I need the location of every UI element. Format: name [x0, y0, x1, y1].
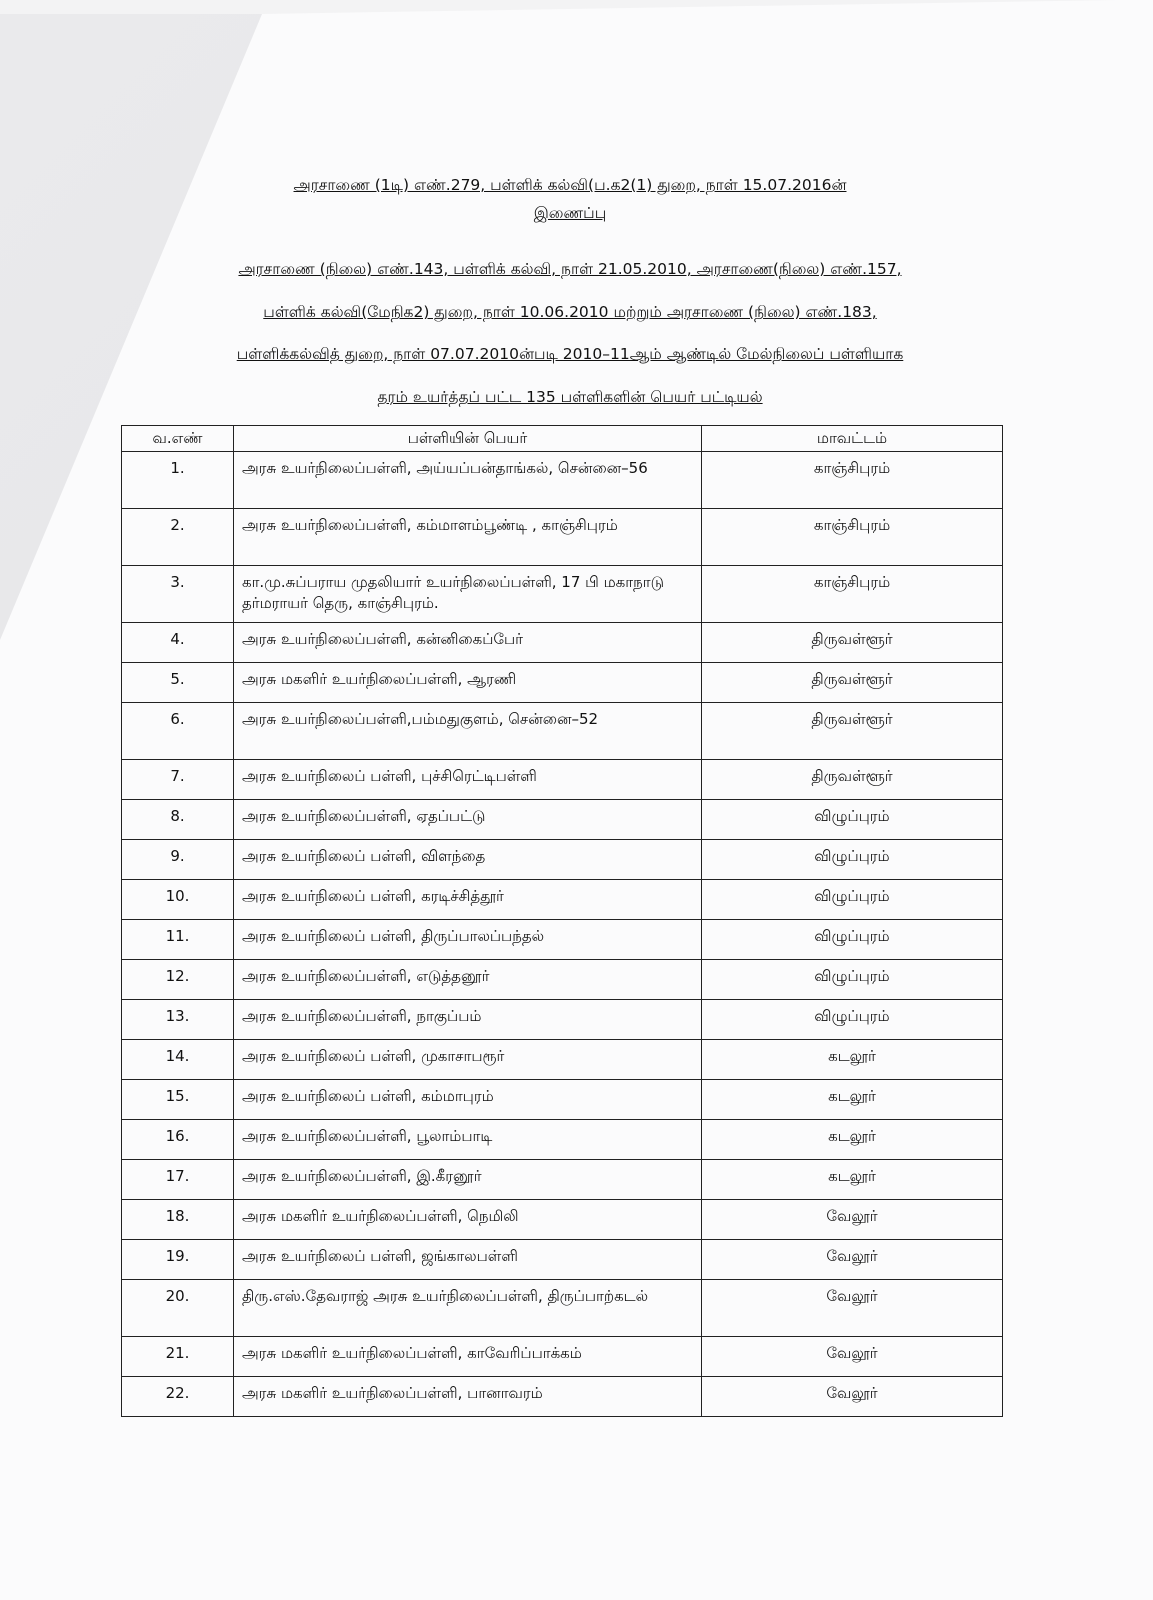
table-row: [122, 452, 1003, 509]
school-name: அரசு உயர்நிலைப் பள்ளி, விளந்தை: [234, 840, 702, 880]
school-name: அரசு உயர்நிலைப் பள்ளி, ஜங்காலபள்ளி: [234, 1240, 702, 1280]
table-row: [122, 880, 1003, 920]
serial-number: 15.: [122, 1080, 234, 1120]
district-name: வேலூர்: [702, 1200, 1003, 1240]
district-name: விழுப்புரம்: [702, 880, 1003, 920]
serial-number: 19.: [122, 1240, 234, 1280]
serial-number: 5.: [122, 663, 234, 703]
school-name: அரசு மகளிர் உயர்நிலைப்பள்ளி, ஆரணி: [234, 663, 702, 703]
table-row: [122, 1200, 1003, 1240]
school-name: அரசு மகளிர் உயர்நிலைப்பள்ளி, பானாவரம்: [234, 1377, 702, 1417]
reference-line-2: பள்ளிக் கல்வி(மேநிக2) துறை, நாள் 10.06.2010 மற்றும் அரசாணை (நிலை) எண்.183,: [263, 303, 877, 321]
district-name: திருவள்ளூர்: [702, 703, 1003, 760]
table-row: [122, 1000, 1003, 1040]
school-name: அரசு உயர்நிலைப்பள்ளி, பூலாம்பாடி: [234, 1120, 702, 1160]
school-name: அரசு உயர்நிலைப் பள்ளி, திருப்பாலப்பந்தல்: [234, 920, 702, 960]
school-name: அரசு உயர்நிலைப்பள்ளி, ஏதப்பட்டு: [234, 800, 702, 840]
serial-number: 13.: [122, 1000, 234, 1040]
table-row: [122, 1120, 1003, 1160]
district-name: வேலூர்: [702, 1280, 1003, 1337]
table-row: [122, 703, 1003, 760]
annexure-title: இணைப்பு: [533, 204, 607, 222]
school-name: அரசு உயர்நிலைப் பள்ளி, முகாசாபரூர்: [234, 1040, 702, 1080]
serial-number: 4.: [122, 623, 234, 663]
district-name: வேலூர்: [702, 1377, 1003, 1417]
serial-number: 6.: [122, 703, 234, 760]
school-name: அரசு உயர்நிலைப் பள்ளி, புச்சிரெட்டிபள்ளி: [234, 760, 702, 800]
district-name: விழுப்புரம்: [702, 800, 1003, 840]
serial-number: 17.: [122, 1160, 234, 1200]
table-row: [122, 663, 1003, 703]
school-name: அரசு உயர்நிலைப்பள்ளி, அய்யப்பன்தாங்கல், சென்னை–56: [234, 452, 702, 509]
table-row: [122, 1240, 1003, 1280]
reference-line-1: அரசாணை (நிலை) எண்.143, பள்ளிக் கல்வி, நாள் 21.05.2010, அரசாணை(நிலை) எண்.157,: [238, 260, 902, 278]
table-row: [122, 566, 1003, 623]
table-row: [122, 760, 1003, 800]
column-header-school: பள்ளியின் பெயர்: [234, 426, 702, 452]
schools-table: [121, 425, 1003, 1417]
serial-number: 1.: [122, 452, 234, 509]
school-name: அரசு உயர்நிலைப்பள்ளி,பம்மதுகுளம், சென்னை–52: [234, 703, 702, 760]
district-name: விழுப்புரம்: [702, 1000, 1003, 1040]
school-name: கா.மு.சுப்பராய முதலியார் உயர்நிலைப்பள்ளி, 17 பி மகாநாடு தர்மராயர் தெரு, காஞ்சிபுரம்.: [234, 566, 702, 623]
table-row: [122, 840, 1003, 880]
column-header-serial: வ.எண்: [122, 426, 234, 452]
school-name: அரசு உயர்நிலைப்பள்ளி, இ.கீரனூர்: [234, 1160, 702, 1200]
serial-number: 2.: [122, 509, 234, 566]
school-name: அரசு உயர்நிலைப் பள்ளி, கரடிச்சித்தூர்: [234, 880, 702, 920]
table-header-row: [122, 426, 1003, 452]
table-row: [122, 800, 1003, 840]
school-name: அரசு உயர்நிலைப்பள்ளி, நாகுப்பம்: [234, 1000, 702, 1040]
district-name: வேலூர்: [702, 1337, 1003, 1377]
district-name: கடலூர்: [702, 1040, 1003, 1080]
district-name: திருவள்ளூர்: [702, 663, 1003, 703]
table-row: [122, 623, 1003, 663]
order-reference-title: அரசாணை (1டி) எண்.279, பள்ளிக் கல்வி(ப.க2(1) துறை, நாள் 15.07.2016ன்: [293, 176, 847, 194]
school-name: அரசு உயர்நிலைப்பள்ளி, கம்மாளம்பூண்டி , காஞ்சிபுரம்: [234, 509, 702, 566]
serial-number: 16.: [122, 1120, 234, 1160]
serial-number: 11.: [122, 920, 234, 960]
column-header-district: மாவட்டம்: [702, 426, 1003, 452]
school-name: திரு.எஸ்.தேவராஜ் அரசு உயர்நிலைப்பள்ளி, திருப்பாற்கடல்: [234, 1280, 702, 1337]
table-row: [122, 1160, 1003, 1200]
school-name: அரசு உயர்நிலைப்பள்ளி, எடுத்தனூர்: [234, 960, 702, 1000]
table-row: [122, 509, 1003, 566]
table-row: [122, 920, 1003, 960]
district-name: விழுப்புரம்: [702, 960, 1003, 1000]
serial-number: 18.: [122, 1200, 234, 1240]
district-name: கடலூர்: [702, 1160, 1003, 1200]
list-title: தரம் உயர்த்தப் பட்ட 135 பள்ளிகளின் பெயர் பட்டியல்: [377, 388, 763, 406]
serial-number: 22.: [122, 1377, 234, 1417]
table-row: [122, 1337, 1003, 1377]
district-name: காஞ்சிபுரம்: [702, 566, 1003, 623]
serial-number: 3.: [122, 566, 234, 623]
school-name: அரசு மகளிர் உயர்நிலைப்பள்ளி, நெமிலி: [234, 1200, 702, 1240]
serial-number: 12.: [122, 960, 234, 1000]
reference-line-3: பள்ளிக்கல்வித் துறை, நாள் 07.07.2010ன்படி 2010–11ஆம் ஆண்டில் மேல்நிலைப் பள்ளியாக: [236, 345, 904, 363]
serial-number: 20.: [122, 1280, 234, 1337]
serial-number: 14.: [122, 1040, 234, 1080]
serial-number: 21.: [122, 1337, 234, 1377]
serial-number: 10.: [122, 880, 234, 920]
table-row: [122, 1377, 1003, 1417]
table-row: [122, 1040, 1003, 1080]
district-name: வேலூர்: [702, 1240, 1003, 1280]
table-row: [122, 1080, 1003, 1120]
serial-number: 8.: [122, 800, 234, 840]
district-name: கடலூர்: [702, 1080, 1003, 1120]
district-name: விழுப்புரம்: [702, 840, 1003, 880]
school-name: அரசு உயர்நிலைப்பள்ளி, கன்னிகைப்பேர்: [234, 623, 702, 663]
district-name: காஞ்சிபுரம்: [702, 509, 1003, 566]
district-name: கடலூர்: [702, 1120, 1003, 1160]
school-name: அரசு மகளிர் உயர்நிலைப்பள்ளி, காவேரிப்பாக்கம்: [234, 1337, 702, 1377]
district-name: திருவள்ளூர்: [702, 623, 1003, 663]
table-row: [122, 1280, 1003, 1337]
district-name: விழுப்புரம்: [702, 920, 1003, 960]
serial-number: 9.: [122, 840, 234, 880]
district-name: திருவள்ளூர்: [702, 760, 1003, 800]
serial-number: 7.: [122, 760, 234, 800]
school-name: அரசு உயர்நிலைப் பள்ளி, கம்மாபுரம்: [234, 1080, 702, 1120]
table-row: [122, 960, 1003, 1000]
district-name: காஞ்சிபுரம்: [702, 452, 1003, 509]
